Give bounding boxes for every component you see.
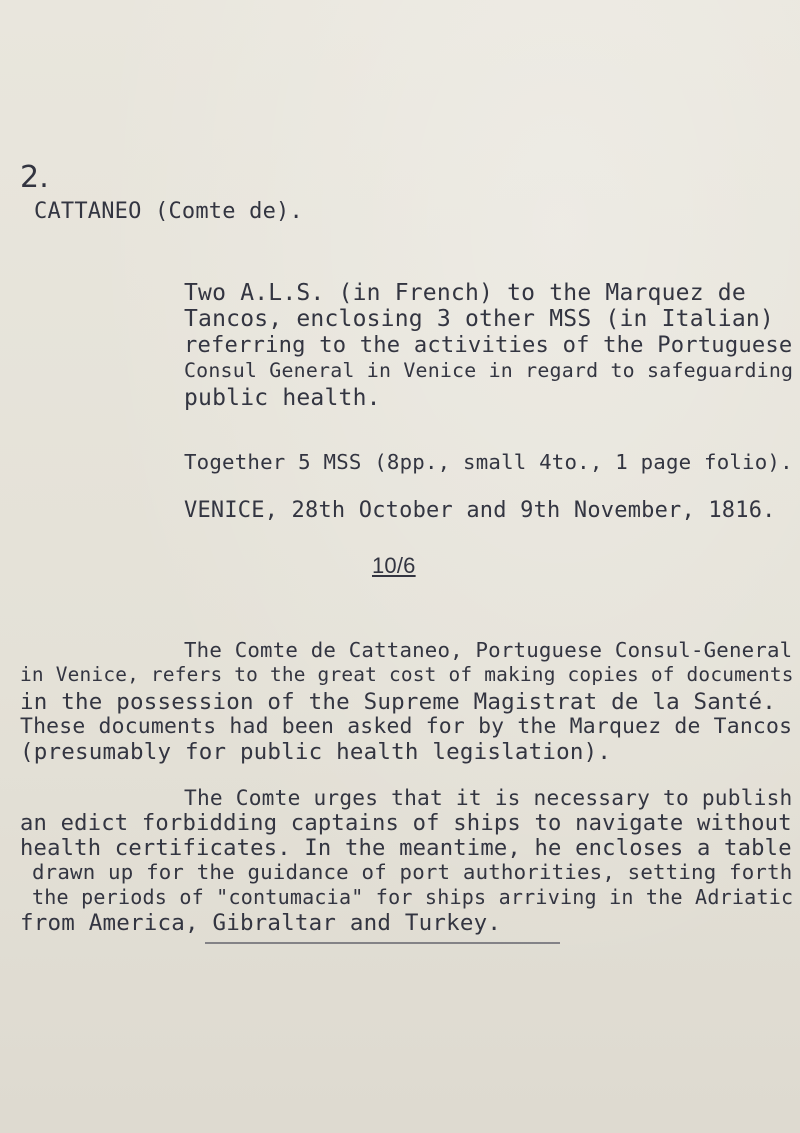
body-line: These documents had been asked for by the Marquez de Tancos [20,714,793,739]
body-line: The Comte de Cattaneo, Portuguese Consul-General [184,638,793,662]
extent-line: Together 5 MSS (8pp., small 4to., 1 page folio). [184,450,793,474]
body-line: from America, Gibraltar and Turkey. [20,910,502,936]
closing-rule [205,942,560,944]
description-line: Consul General in Venice in regard to safeguarding [184,359,794,382]
entry-heading: CATTANEO (Comte de). [34,199,303,224]
body-line: an edict forbidding captains of ships to navigate without [20,810,792,836]
description-line: referring to the activities of the Portuguese [184,332,793,358]
body-line: the periods of "contumacia" for ships arriving in the Adriatic [32,885,794,909]
place-date-line: VENICE, 28th October and 9th November, 1816. [184,498,776,523]
body-line: in Venice, refers to the great cost of making copies of documents [20,663,794,686]
page-number: 2. [20,160,50,195]
body-line: The Comte urges that it is necessary to publish [184,785,793,810]
body-line: (presumably for public health legislation). [20,739,612,765]
body-line: drawn up for the guidance of port authorities, setting forth [32,860,793,884]
body-line: health certificates. In the meantime, he encloses a table [20,835,792,861]
description-line: Tancos, enclosing 3 other MSS (in Italian) [184,306,774,332]
description-line: public health. [184,385,381,411]
body-line: in the possession of the Supreme Magistrat de la Santé. [20,689,777,715]
description-line: Two A.L.S. (in French) to the Marquez de [184,280,746,306]
reference-number: 10/6 [372,553,416,578]
